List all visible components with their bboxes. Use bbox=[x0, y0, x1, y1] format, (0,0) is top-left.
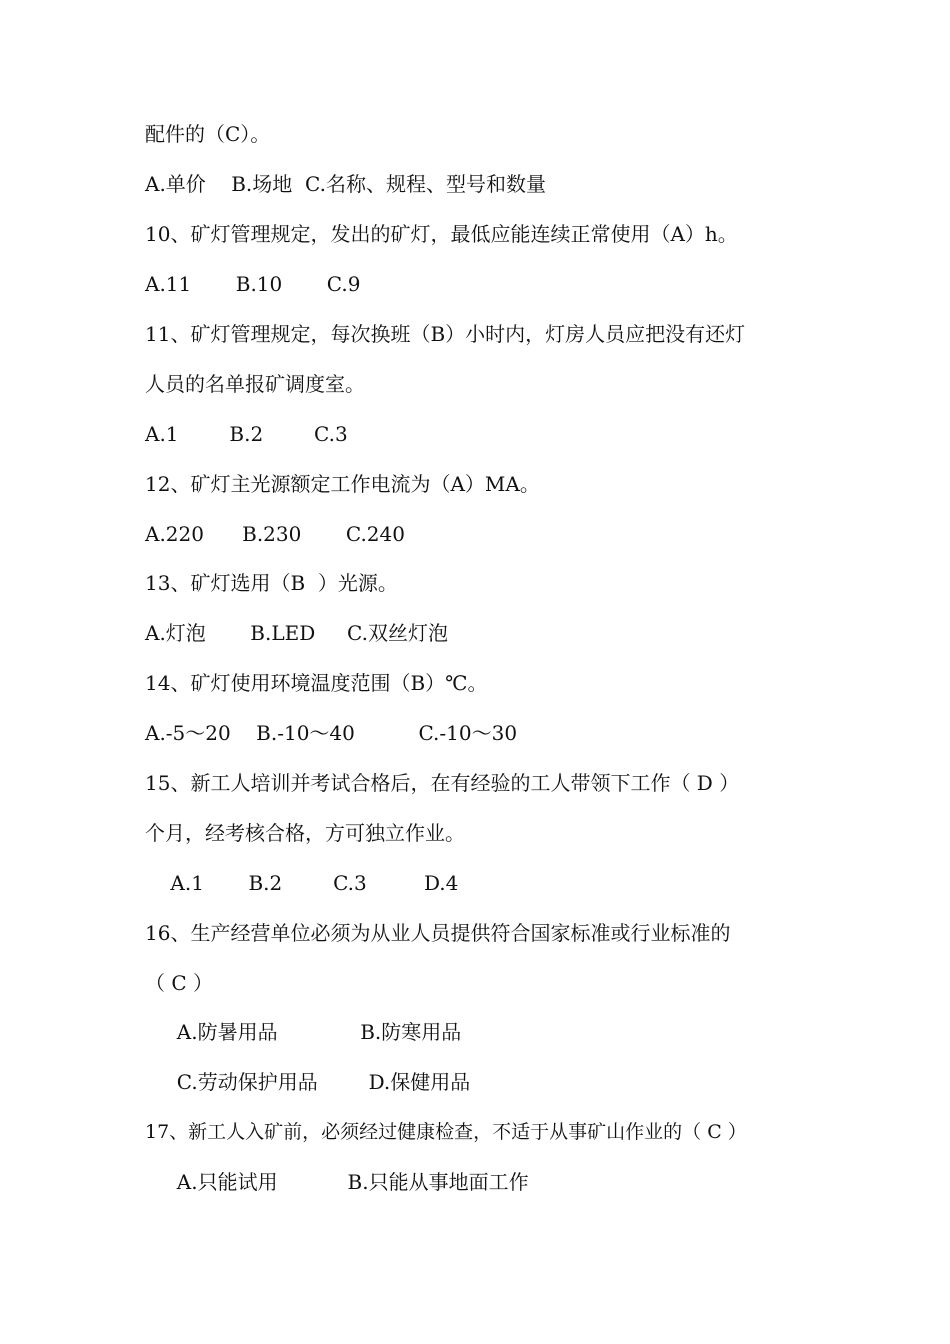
question-options: A.220 B.230 C.240 bbox=[145, 522, 405, 546]
question-17: 17、新工人入矿前，必须经过健康检查，不适于从事矿山作业的（ C ） bbox=[145, 1121, 747, 1143]
question-15: 15、新工人培训并考试合格后，在有经验的工人带领下工作（ D ） bbox=[145, 771, 740, 795]
question-options: C.劳动保护用品 D.保健用品 bbox=[145, 1070, 471, 1094]
text-line: 个月，经考核合格，方可独立作业。 bbox=[145, 821, 465, 845]
question-options: A.单价 B.场地 C.名称、规程、型号和数量 bbox=[145, 172, 546, 196]
question-12: 12、矿灯主光源额定工作电流为（A）MA。 bbox=[145, 472, 540, 496]
question-options: A.-5～20 B.-10～40 C.-10～30 bbox=[145, 721, 518, 745]
question-options: A.只能试用 B.只能从事地面工作 bbox=[145, 1170, 529, 1194]
text-line: 配件的（C）。 bbox=[145, 122, 271, 146]
question-options: A.11 B.10 C.9 bbox=[145, 272, 361, 296]
question-10: 10、矿灯管理规定，发出的矿灯，最低应能连续正常使用（A）h。 bbox=[145, 222, 738, 246]
question-14: 14、矿灯使用环境温度范围（B）℃。 bbox=[145, 671, 488, 695]
question-options: A.灯泡 B.LED C.双丝灯泡 bbox=[145, 621, 449, 645]
question-options: A.1 B.2 C.3 D.4 bbox=[145, 871, 459, 895]
text-line: 人员的名单报矿调度室。 bbox=[145, 372, 365, 396]
text-line: （ C ） bbox=[145, 971, 214, 995]
question-11: 11、矿灯管理规定，每次换班（B）小时内，灯房人员应把没有还灯 bbox=[145, 322, 746, 346]
question-13: 13、矿灯选用（B ）光源。 bbox=[145, 571, 398, 595]
question-options: A.防暑用品 B.防寒用品 bbox=[145, 1020, 462, 1044]
question-options: A.1 B.2 C.3 bbox=[145, 422, 348, 446]
question-16: 16、生产经营单位必须为从业人员提供符合国家标准或行业标准的 bbox=[145, 921, 731, 945]
